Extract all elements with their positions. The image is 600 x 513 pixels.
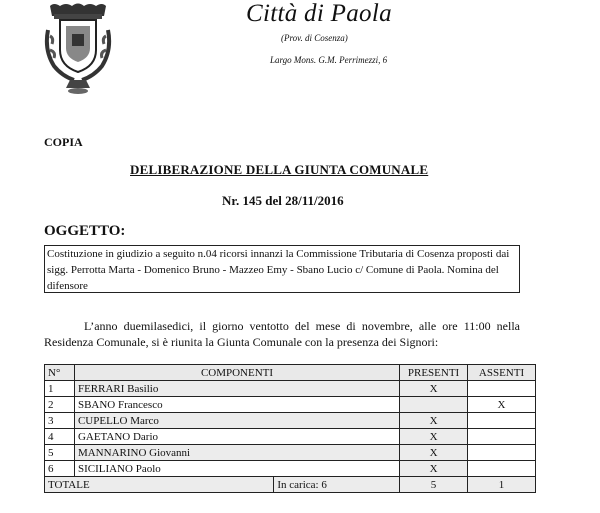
present-mark: X xyxy=(400,445,468,461)
row-number: 4 xyxy=(45,429,75,445)
present-total: 5 xyxy=(400,477,468,493)
absent-mark xyxy=(468,429,536,445)
present-mark: X xyxy=(400,413,468,429)
present-mark: X xyxy=(400,461,468,477)
table-row xyxy=(45,381,536,397)
table-row xyxy=(45,397,536,413)
in-office-count: In carica: 6 xyxy=(274,477,400,493)
present-mark: X xyxy=(400,429,468,445)
municipal-crest-icon xyxy=(44,0,112,100)
table-row xyxy=(45,445,536,461)
row-number: 1 xyxy=(45,381,75,397)
member-name: CUPELLO Marco xyxy=(74,413,399,429)
absent-mark: X xyxy=(468,397,536,413)
table-row xyxy=(45,429,536,445)
row-number: 5 xyxy=(45,445,75,461)
row-number: 6 xyxy=(45,461,75,477)
copy-label: COPIA xyxy=(44,135,83,149)
header-absent: ASSENTI xyxy=(468,365,536,381)
row-number: 3 xyxy=(45,413,75,429)
present-mark xyxy=(400,397,468,413)
address-line: Largo Mons. G.M. Perrimezzi, 6 xyxy=(270,55,388,65)
province-line: (Prov. di Cosenza) xyxy=(281,33,348,43)
header-members: COMPONENTI xyxy=(74,365,399,381)
member-name: GAETANO Dario xyxy=(74,429,399,445)
row-number: 2 xyxy=(45,397,75,413)
absent-mark xyxy=(468,445,536,461)
subject-box: Costituzione in giudizio a seguito n.04 ricorsi innanzi la Commissione Tributaria di Cosenza proposti dai sigg. Perrotta Marta - Domenico Bruno - Mazzeo Emy - Sbano Lucio c/ Comune di Paola. Nomina del difensore xyxy=(44,245,520,293)
total-label: TOTALE xyxy=(45,477,274,493)
absent-mark xyxy=(468,381,536,397)
subject-heading: OGGETTO: xyxy=(44,223,126,239)
table-row xyxy=(45,413,536,429)
document-title: DELIBERAZIONE DELLA GIUNTA COMUNALE xyxy=(130,162,429,177)
table-header-row xyxy=(45,365,536,381)
header-present: PRESENTI xyxy=(400,365,468,381)
present-mark: X xyxy=(400,381,468,397)
header-number: N° xyxy=(45,365,75,381)
absent-total: 1 xyxy=(468,477,536,493)
deliberation-number: Nr. 145 del 28/11/2016 xyxy=(222,193,344,208)
member-name: SBANO Francesco xyxy=(74,397,399,413)
member-name: MANNARINO Giovanni xyxy=(74,445,399,461)
table-row xyxy=(45,461,536,477)
absent-mark xyxy=(468,413,536,429)
intro-paragraph xyxy=(44,318,520,350)
city-name: Città di Paola xyxy=(246,0,392,27)
member-name: FERRARI Basilio xyxy=(74,381,399,397)
absent-mark xyxy=(468,461,536,477)
attendance-table xyxy=(44,364,536,493)
member-name: SICILIANO Paolo xyxy=(74,461,399,477)
table-total-row xyxy=(45,477,536,493)
intro-text: L’anno duemilasedici, il giorno ventotto del mese di novembre, alle ore 11:00 nella Residenza Comunale, si è riunita la Giunta Comunale con la presenza dei Signori: xyxy=(44,319,520,349)
